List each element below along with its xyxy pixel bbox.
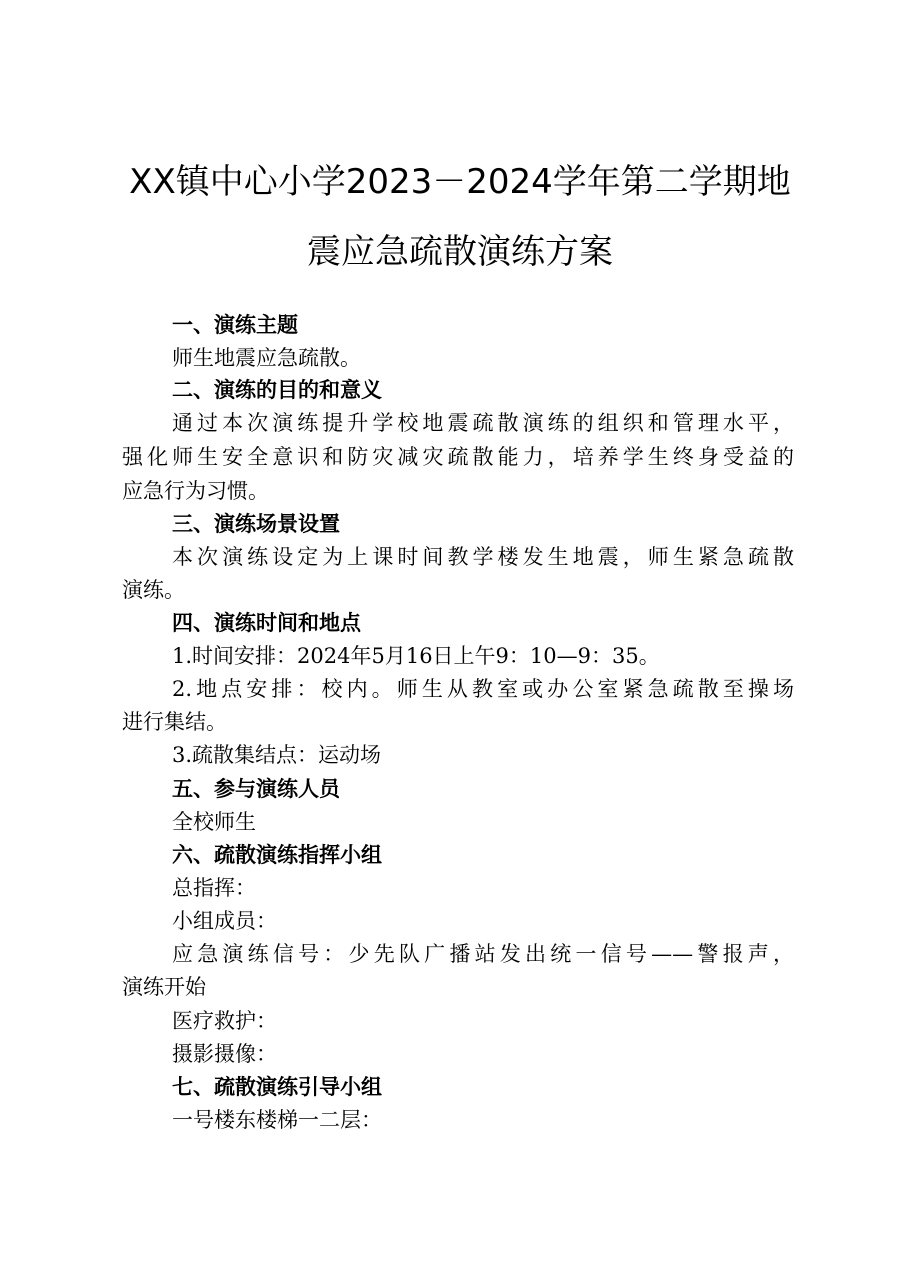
section-6-photo: 摄影摄像： [172, 1042, 277, 1066]
section-3-heading: 三、演练场景设置 [172, 512, 340, 536]
section-2-line-3: 应急行为习惯。 [122, 479, 269, 503]
section-1-text: 师生地震应急疏散。 [172, 346, 361, 370]
section-4-heading: 四、演练时间和地点 [172, 611, 361, 635]
section-6-medical: 医疗救护： [172, 1009, 277, 1033]
section-5-text: 全校师生 [172, 810, 256, 834]
section-4-item-2-line-2: 进行集结。 [122, 710, 227, 734]
section-6-commander: 总指挥： [172, 876, 256, 900]
section-2-line-2: 强化师生安全意识和防灾减灾疏散能力，培养学生终身受益的 [122, 445, 794, 469]
section-4-item-2-line-1: 2.地点安排：校内。师生从教室或办公室紧急疏散至操场 [172, 677, 794, 701]
document-title-line-2: 震应急疏散演练方案 [307, 232, 613, 272]
section-5-heading: 五、参与演练人员 [172, 777, 340, 801]
section-3-line-2: 演练。 [122, 578, 185, 602]
section-6-heading: 六、疏散演练指挥小组 [172, 843, 382, 867]
section-3-line-1: 本次演练设定为上课时间教学楼发生地震，师生紧急疏散 [172, 545, 794, 569]
section-7-item-1: 一号楼东楼梯一二层： [172, 1108, 382, 1132]
section-6-signal-line-1: 应急演练信号：少先队广播站发出统一信号——警报声， [172, 942, 794, 966]
section-4-item-1: 1.时间安排：2024年5月16日上午9：10—9：35。 [172, 644, 660, 668]
section-6-signal-line-2: 演练开始 [122, 975, 206, 999]
section-6-members: 小组成员： [172, 909, 277, 933]
section-7-heading: 七、疏散演练引导小组 [172, 1075, 382, 1099]
section-4-item-3: 3.疏散集结点：运动场 [172, 743, 382, 767]
section-2-line-1: 通过本次演练提升学校地震疏散演练的组织和管理水平， [172, 411, 794, 435]
section-2-heading: 二、演练的目的和意义 [172, 378, 382, 402]
document-title-line-1: XX镇中心小学2023－2024学年第二学期地 [129, 162, 791, 202]
section-1-heading: 一、演练主题 [172, 313, 298, 337]
